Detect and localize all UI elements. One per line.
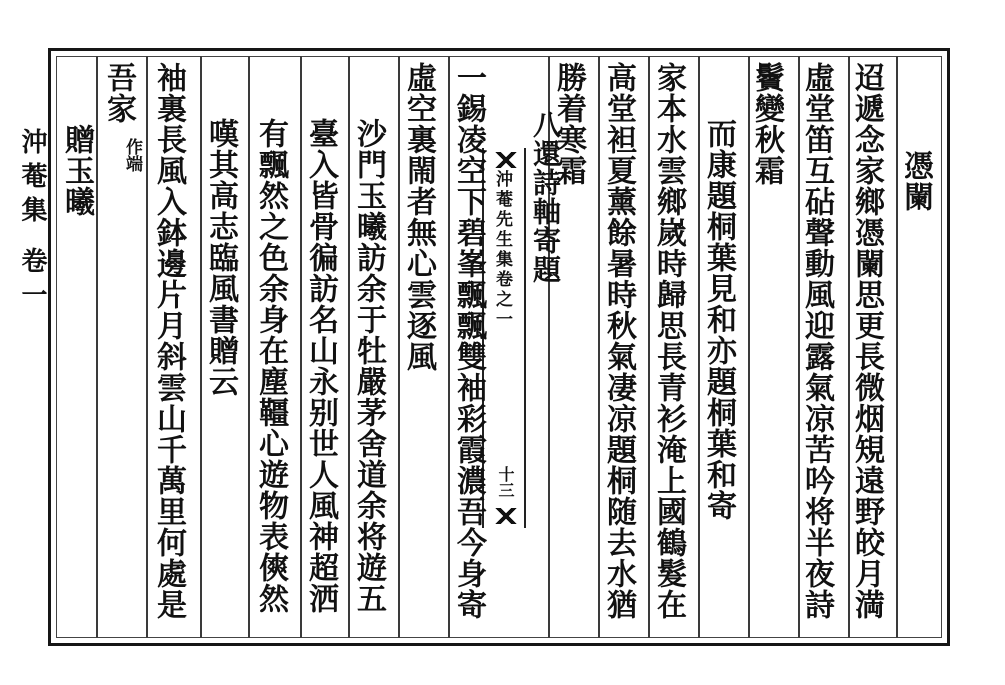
- text-column-1: 憑闌: [898, 150, 933, 212]
- center-column-label: 沖菴先生集卷之一: [492, 170, 512, 330]
- text-column-18: 贈玉曦: [59, 124, 94, 217]
- book-title-margin: 沖菴集 卷一: [17, 128, 47, 316]
- text-column-14: 有飄然之色余身在塵韁心遊物表傸然: [253, 118, 288, 614]
- text-column-17: 吾家: [101, 62, 136, 124]
- text-column-9: 八還詩軸寄題: [529, 110, 562, 284]
- text-column-16: 袖裏長風入鉢邊片月斜雲山千萬里何處是: [151, 62, 186, 620]
- fish-tail-mark-top: [486, 152, 526, 168]
- author-note: 作端: [122, 138, 142, 172]
- text-column-2: 迢遞念家鄉憑闌思更長微烟䂓遠野皎月満: [849, 62, 884, 620]
- text-column-10: 一錫凌空下碧峯飄飄雙袖彩霞濃吾今身寄: [451, 62, 486, 620]
- text-column-8: 勝着寒霜: [551, 62, 586, 186]
- column-rule: [146, 56, 148, 638]
- text-column-15: 嘆其高志臨風書贈云: [203, 118, 238, 397]
- text-column-4: 鬢變秋霜: [749, 62, 784, 186]
- fish-tail-mark-bottom: [486, 508, 526, 524]
- column-rule: [248, 56, 250, 638]
- text-column-13: 臺入皆骨徧訪名山永别世人風神超洒: [303, 118, 338, 614]
- text-column-7: 高堂袒夏薰餘暑時秋氣凄凉題桐随去水猶: [601, 62, 636, 620]
- text-column-3: 虛堂笛互砧聲動風迎露氣凉苦吟将半夜詩: [799, 62, 834, 620]
- column-rule: [896, 56, 898, 638]
- text-column-5: 而康題桐葉見和亦題桐葉和寄: [701, 118, 736, 521]
- text-column-11: 虛空裏閙者無心雲逐風: [401, 62, 436, 372]
- text-column-6: 家本水雲鄉嵗時歸思長青衫淹上國鶴髮在: [651, 62, 686, 620]
- column-rule: [96, 56, 98, 638]
- page-number: 十三: [496, 466, 515, 498]
- text-column-12: 沙門玉曦訪余于牡嚴茅舍道余将遊五: [351, 118, 386, 614]
